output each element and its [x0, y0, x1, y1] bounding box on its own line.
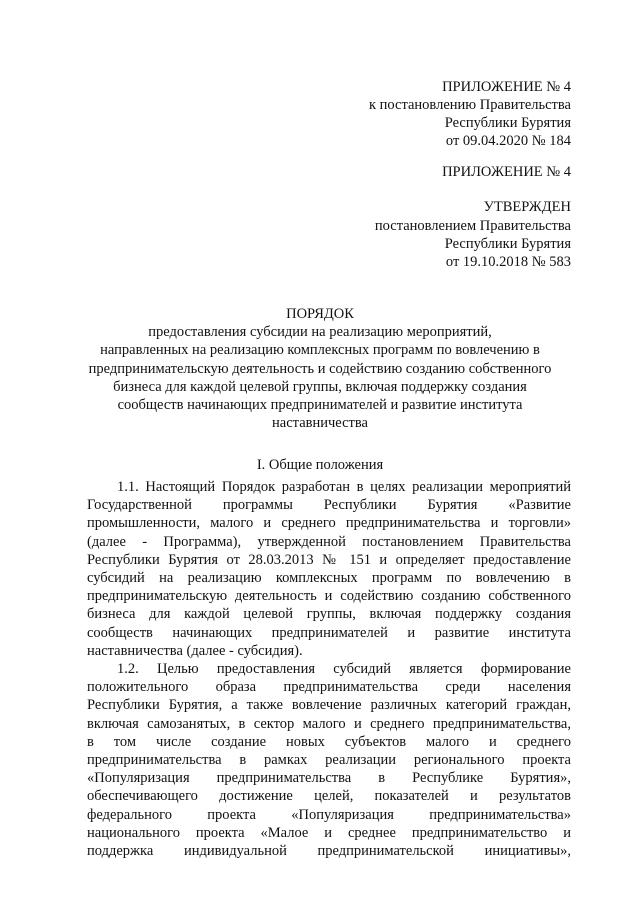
attachment-label: ПРИЛОЖЕНИЕ № 4	[442, 164, 571, 180]
paragraph-line: Республики Бурятия от 28.03.2013 № 151 и определяет предоставление	[87, 551, 571, 568]
paragraph-line: федерального проекта «Популяризация предпринимательства»	[87, 806, 571, 823]
header-line: от 09.04.2020 № 184	[445, 133, 571, 149]
approved-label: УТВЕРЖДЕН	[483, 199, 571, 215]
paragraph-line: Государственной программы Республики Бурятия «Развитие	[87, 497, 571, 514]
paragraph-line: субсидий на реализацию комплексных программ по вовлечению в	[87, 569, 571, 586]
document-title-heading: ПОРЯДОК	[286, 306, 354, 322]
header-line: к постановлению Правительства	[369, 97, 571, 113]
paragraph-line: положительного образа предпринимательства среди населения	[87, 679, 571, 696]
paragraph-line: сообществ начинающих предпринимателей и развитие института	[87, 624, 571, 641]
document-title	[0, 323, 640, 433]
approved-block	[375, 217, 571, 271]
paragraph-line: поддержка индивидуальной предпринимательской инициативы»,	[87, 842, 571, 859]
title-line: бизнеса для каждой целевой группы, включая поддержку создания	[113, 378, 527, 395]
title-line: сообществ начинающих предпринимателей и развитие института	[117, 397, 523, 414]
header-block	[369, 78, 571, 150]
title-line: направленных на реализацию комплексных программ по вовлечению в	[100, 342, 540, 359]
approved-line: Республики Бурятия	[444, 236, 571, 252]
paragraph-line: наставничества (далее - субсидия).	[87, 642, 303, 659]
approved-line: от 19.10.2018 № 583	[445, 254, 571, 270]
paragraph-line: в том числе создание новых субъектов малого и среднего	[87, 733, 571, 750]
paragraph-line: «Популяризация предпринимательства в Республике Бурятия»,	[87, 770, 571, 787]
title-line: предоставления субсидии на реализацию мероприятий,	[148, 324, 492, 340]
paragraph-line: предпринимательскую деятельность и содействию созданию собственного	[87, 588, 571, 605]
paragraph-line: 1.1. Настоящий Порядок разработан в целях реализации мероприятий	[117, 479, 571, 495]
approved-line: постановлением Правительства	[374, 218, 571, 234]
paragraph-line: обеспечивающего достижение целей, показателей и результатов	[87, 788, 571, 805]
paragraph-line: бизнеса для каждой целевой группы, включая поддержку создания	[87, 606, 571, 623]
paragraph-line: 1.2. Целью предоставления субсидий является формирование	[117, 661, 571, 677]
title-line: наставничества	[272, 415, 368, 432]
paragraph-line: национального проекта «Малое и среднее предпринимательство и	[87, 824, 571, 841]
section-heading: I. Общие положения	[256, 457, 384, 473]
paragraph-1-2	[87, 660, 571, 860]
header-line: Республики Бурятия	[444, 115, 571, 131]
paragraph-line: предпринимательства в рамках реализации регионального проекта	[87, 751, 571, 768]
paragraph-line: Республики Бурятия, а также вовлечение различных категорий граждан,	[87, 697, 571, 714]
title-line: предпринимательскую деятельность и содействию созданию собственного	[88, 360, 552, 377]
paragraph-line: промышленности, малого и среднего предпринимательства и торговли»	[87, 515, 571, 532]
paragraph-line: включая самозанятых, в сектор малого и среднего предпринимательства,	[87, 715, 571, 732]
paragraph-line: (далее - Программа), утвержденной постановлением Правительства	[87, 533, 571, 550]
paragraph-1-1	[87, 478, 571, 660]
header-line: ПРИЛОЖЕНИЕ № 4	[442, 79, 571, 95]
